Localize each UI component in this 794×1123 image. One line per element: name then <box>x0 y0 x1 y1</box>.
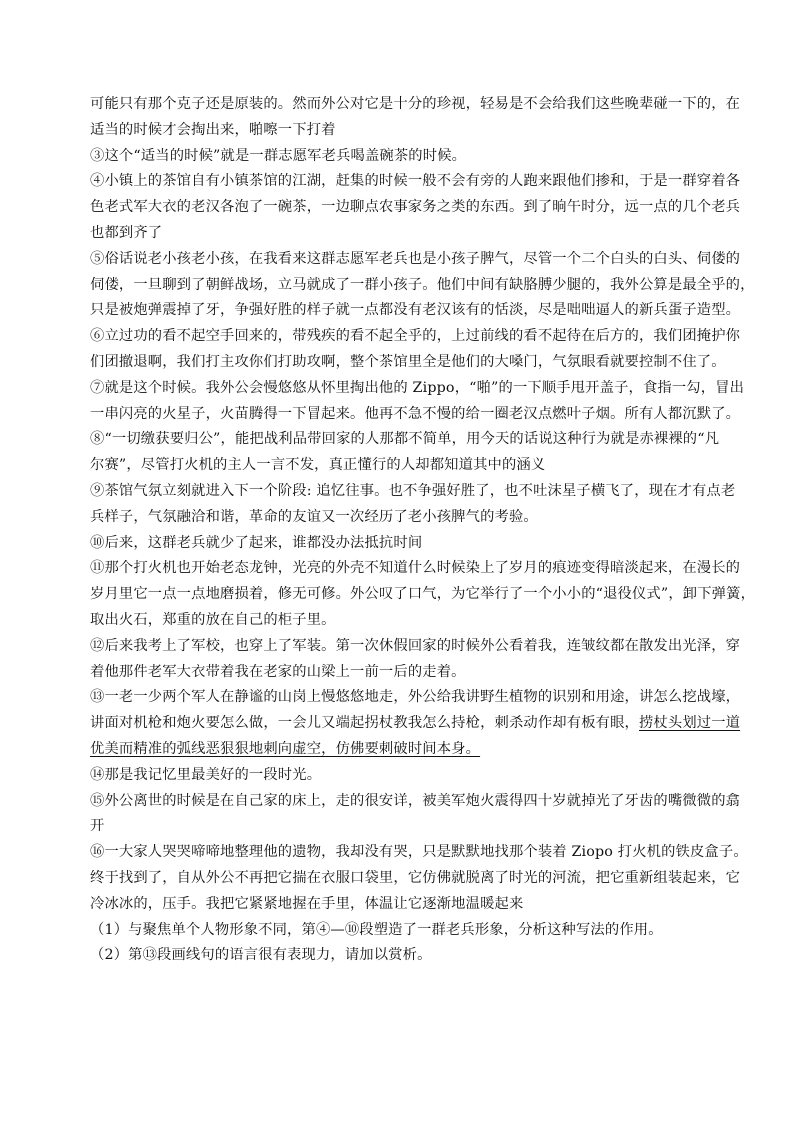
text-line: 可能只有那个克子还是原装的。然而外公对它是十分的珍视，轻易是不会给我们这些晚辈碰一下的，在 <box>90 96 741 112</box>
text-line: 冷冰冰的，压手。我把它紧紧地握在手里，体温让它逐渐地温暖起来 <box>90 895 524 912</box>
text-line: 岁月里它一点一点地磨损着，修无可修。外公叹了口气，为它举行了一个小小的“退役仪式”，卸下弹簧， <box>90 586 756 603</box>
paragraph-3: ③这个“适当的时候”就是一群志愿军老兵喝盖碗茶的时候。 <box>90 147 467 164</box>
paragraph-13: ⑬一老一少两个军人在静谧的山岗上慢悠悠地走，外公给我讲野生植物的识别和用途，讲怎么挖战壕， <box>90 689 741 706</box>
question-1: （1）与聚焦单个人物形象不同，第④—⑩段塑造了一群老兵形象，分析这种写法的作用。 <box>90 921 663 938</box>
text-line: 开 <box>90 818 105 835</box>
question-2: （2）第⑬段画线句的语言很有表现力，请加以赏析。 <box>90 947 432 964</box>
underlined-sentence-end: 优美而精准的弧线恶狠狠地刺向虚空，仿佛要刺破时间本身。 <box>90 740 481 757</box>
text-line: 适当的时候才会掏出来，啪嚓一下打着 <box>90 121 336 138</box>
paragraph-12: ⑫后来我考上了军校，也穿上了军装。第一次休假回家的时候外公看着我，连皱纹都在散发出光泽，穿 <box>90 637 741 654</box>
paragraph-6: ⑥立过功的看不起空手回来的，带残疾的看不起全乎的，上过前线的看不起待在后方的，我们团掩护你 <box>90 328 741 345</box>
underlined-sentence-start: 捞杖头划过一道 <box>638 715 741 732</box>
text-line: 取出火石，郑重的放在自己的柜子里。 <box>90 611 336 628</box>
text-line: 尔赛”，尽管打火机的主人一言不发，真正懂行的人却都知道其中的涵义 <box>90 457 546 474</box>
text-line: 着他那件老军大衣带着我在老家的山梁上一前一后的走着。 <box>90 663 466 680</box>
paragraph-14: ⑭那是我记忆里最美好的一段时光。 <box>90 766 322 783</box>
paragraph-10: ⑩后来，这群老兵就少了起来，谁都没办法抵抗时间 <box>90 534 423 551</box>
text-line: 兵样子，气氛融洽和谐，革命的友谊又一次经历了老小孩脾气的考验。 <box>90 508 538 525</box>
paragraph-7: ⑦就是这个时候。我外公会慢悠悠从怀里掏出他的 Zippo，“啪”的一下顺手甩开盖子，食指一勾，冒出 <box>90 379 745 396</box>
paragraph-4: ④小镇上的茶馆自有小镇茶馆的江湖，赶集的时候一般不会有旁的人跑来跟他们掺和，于是一群穿着各 <box>90 173 741 190</box>
paragraph-16: ⑯一大家人哭哭啼啼地整理他的遗物，我却没有哭，只是默默地找那个装着 Ziopo 打火机的铁皮盒子。 <box>90 844 748 861</box>
text-line <box>90 711 741 737</box>
plain-segment: 讲面对机枪和炮火要怎么做，一会儿又端起拐杖教我怎么持枪，刺杀动作却有板有眼， <box>90 715 639 732</box>
text-line: 只是被炮弹震掉了牙，争强好胜的样子就一点都没有老汉该有的恬淡，尽是咄咄逼人的新兵蛋子造型。 <box>90 302 741 319</box>
paragraph-11: ⑪那个打火机也开始老态龙钟，光亮的外壳不知道什么时候染上了岁月的痕迹变得暗淡起来，在漫长的 <box>90 560 741 577</box>
text-line: 伺偻，一旦聊到了朝鲜战场，立马就成了一群小孩子。他们中间有缺胳膊少腿的，我外公算是最全乎的， <box>90 276 755 293</box>
text-line: 一串闪亮的火星子，火苗腾得一下冒起来。他再不急不慢的给一圈老汉点燃叶子烟。所有人都沉默了。 <box>90 405 741 422</box>
text-line <box>90 737 710 763</box>
text-line: 终于找到了，自从外公不再把它揣在衣服口袋里，它仿佛就脱离了时光的河流，把它重新组装起来，它 <box>90 869 741 886</box>
paragraph-5: ⑤俗话说老小孩老小孩，在我看来这群志愿军老兵也是小孩子脾气，尽管一个二个白头的白头、伺偻的 <box>90 250 741 267</box>
paragraph-8: ⑧“一切缴获要归公”，能把战利品带回家的人那都不简单，用今天的话说这种行为就是赤裸裸的“凡 <box>90 431 720 448</box>
text-line: 们团撤退啊，我们打主攻你们打助攻啊，整个茶馆里全是他们的大嗓门，气氛眼看就要控制不住了。 <box>90 353 726 370</box>
paragraph-15: ⑮外公离世的时候是在自己家的床上，走的很安详，被美军炮火震得四十岁就掉光了牙齿的嘴微微的翕 <box>90 792 741 809</box>
text-line: 色老式军大衣的老汉各泡了一碗茶，一边聊点农事家务之类的东西。到了晌午时分，远一点的几个老兵 <box>90 199 741 216</box>
paragraph-9: ⑨茶馆气氛立刻就进入下一个阶段: 追忆往事。也不争强好胜了，也不吐沫星子横飞了，现在才有点老 <box>90 482 736 499</box>
text-line: 也都到齐了 <box>90 224 163 241</box>
